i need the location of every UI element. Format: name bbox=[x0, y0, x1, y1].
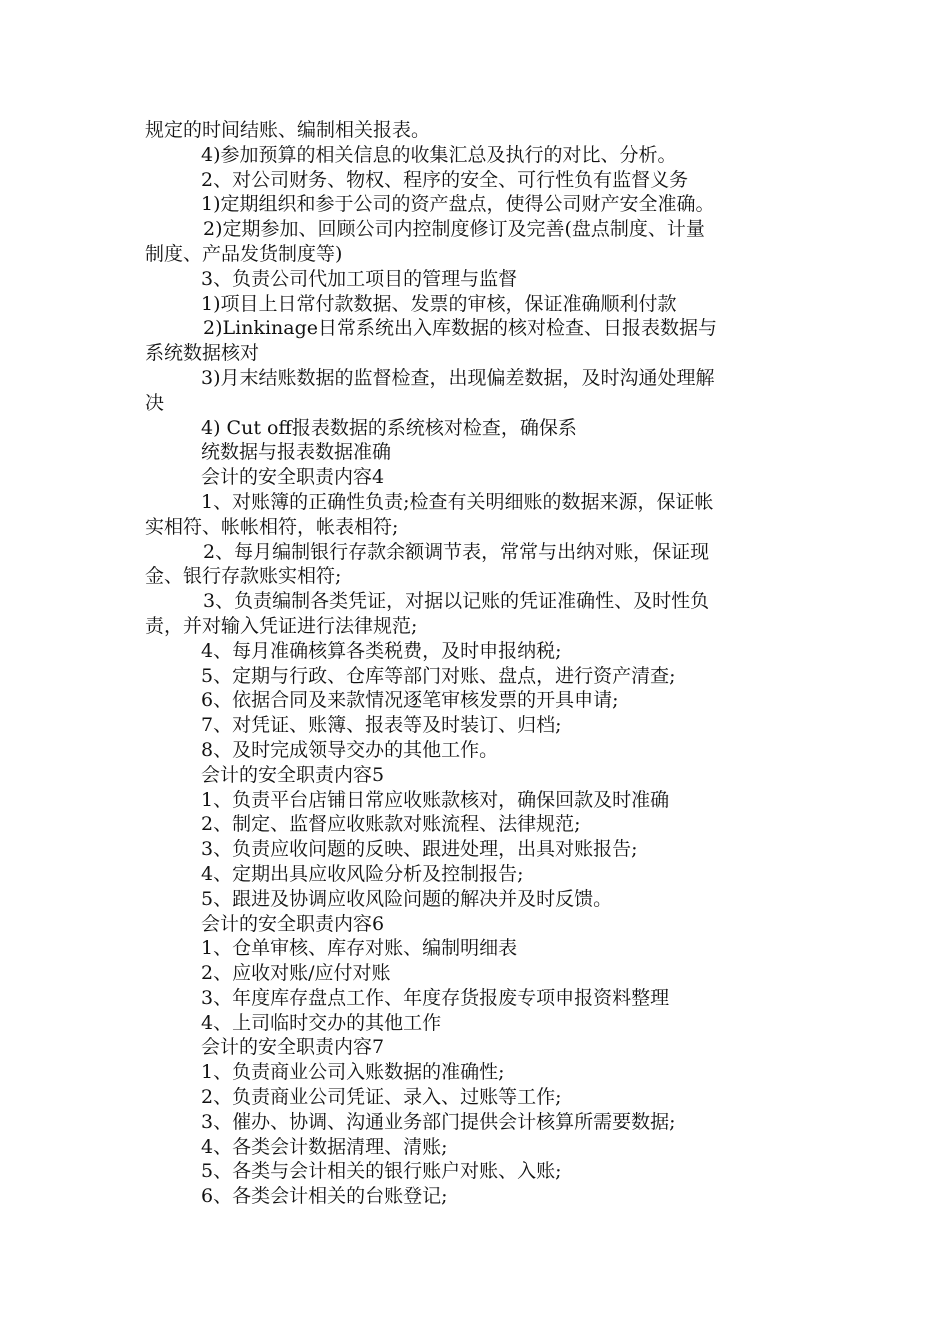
text-line: 5、定期与行政、仓库等部门对账、盘点，进行资产清查; bbox=[201, 664, 676, 687]
text-line: 8、及时完成领导交办的其他工作。 bbox=[201, 738, 499, 761]
document-body bbox=[0, 118, 950, 1209]
text-line: 1)定期组织和参于公司的资产盘点，使得公司财产安全准确。 bbox=[201, 193, 715, 216]
text-line: 系统数据核对 bbox=[145, 342, 260, 365]
text-line: 2、制定、监督应收账款对账流程、法律规范; bbox=[201, 813, 581, 836]
text-line: 4)参加预算的相关信息的收集汇总及执行的对比、分析。 bbox=[201, 143, 677, 166]
text-line: 4、各类会计数据清理、清账; bbox=[201, 1135, 448, 1158]
text-line: 2、负责商业公司凭证、录入、过账等工作; bbox=[201, 1086, 562, 1109]
text-line: 实相符、帐帐相符，帐表相符; bbox=[145, 515, 399, 538]
text-line: 决 bbox=[145, 391, 165, 414]
text-line: 3、负责编制各类凭证，对据以记账的凭证准确性、及时性负 bbox=[203, 590, 710, 613]
text-line: 1、负责平台店铺日常应收账款核对，确保回款及时准确 bbox=[201, 788, 670, 811]
text-line: 4、每月准确核算各类税费，及时申报纳税; bbox=[201, 639, 562, 662]
text-line: 5、各类与会计相关的银行账户对账、入账; bbox=[201, 1160, 562, 1183]
text-line: 统数据与报表数据准确 bbox=[201, 441, 392, 464]
text-line: 5、跟进及协调应收风险问题的解决并及时反馈。 bbox=[201, 887, 613, 910]
text-line: 2、对公司财务、物权、程序的安全、可行性负有监督义务 bbox=[201, 168, 689, 191]
text-line: 2、每月编制银行存款余额调节表，常常与出纳对账，保证现 bbox=[203, 540, 710, 563]
text-line: 3、负责应收问题的反映、跟进处理，出具对账报告; bbox=[201, 838, 638, 861]
text-line: 3、年度库存盘点工作、年度存货报废专项申报资料整理 bbox=[201, 986, 670, 1009]
text-line: 1、仓单审核、库存对账、编制明细表 bbox=[201, 937, 518, 960]
text-line: 2)Linkinage日常系统出入库数据的核对检查、日报表数据与 bbox=[203, 317, 717, 340]
text-line: 2、应收对账/应付对账 bbox=[201, 962, 391, 985]
text-line: 会计的安全职责内容6 bbox=[201, 912, 385, 935]
text-line: 1、负责商业公司入账数据的准确性; bbox=[201, 1061, 505, 1084]
text-line: 3)月末结账数据的监督检查，出现偏差数据，及时沟通处理解 bbox=[201, 366, 715, 389]
text-line: 4) Cut off报表数据的系统核对检查，确保系 bbox=[201, 416, 577, 439]
text-line: 3、负责公司代加工项目的管理与监督 bbox=[201, 267, 518, 290]
text-line: 6、各类会计相关的台账登记; bbox=[201, 1185, 448, 1208]
text-line: 4、定期出具应收风险分析及控制报告; bbox=[201, 862, 524, 885]
text-line: 1、对账簿的正确性负责;检查有关明细账的数据来源，保证帐 bbox=[201, 490, 714, 513]
text-line: 责，并对输入凭证进行法律规范; bbox=[145, 614, 418, 637]
text-line: 会计的安全职责内容7 bbox=[201, 1036, 385, 1059]
text-line: 制度、产品发货制度等) bbox=[145, 242, 343, 265]
text-line: 会计的安全职责内容4 bbox=[201, 466, 385, 489]
document-page bbox=[0, 118, 950, 1209]
text-line: 会计的安全职责内容5 bbox=[201, 763, 385, 786]
text-line: 6、依据合同及来款情况逐笔审核发票的开具申请; bbox=[201, 689, 619, 712]
text-line: 规定的时间结账、编制相关报表。 bbox=[145, 119, 431, 141]
text-line: 4、上司临时交办的其他工作 bbox=[201, 1011, 442, 1034]
text-line: 7、对凭证、账簿、报表等及时装订、归档; bbox=[201, 714, 562, 737]
text-line: 3、催办、协调、沟通业务部门提供会计核算所需要数据; bbox=[201, 1110, 676, 1133]
text-line: 1)项目上日常付款数据、发票的审核，保证准确顺利付款 bbox=[201, 292, 677, 315]
text-line: 2)定期参加、回顾公司内控制度修订及完善(盘点制度、计量 bbox=[203, 218, 705, 241]
text-line: 金、银行存款账实相符; bbox=[145, 565, 342, 588]
